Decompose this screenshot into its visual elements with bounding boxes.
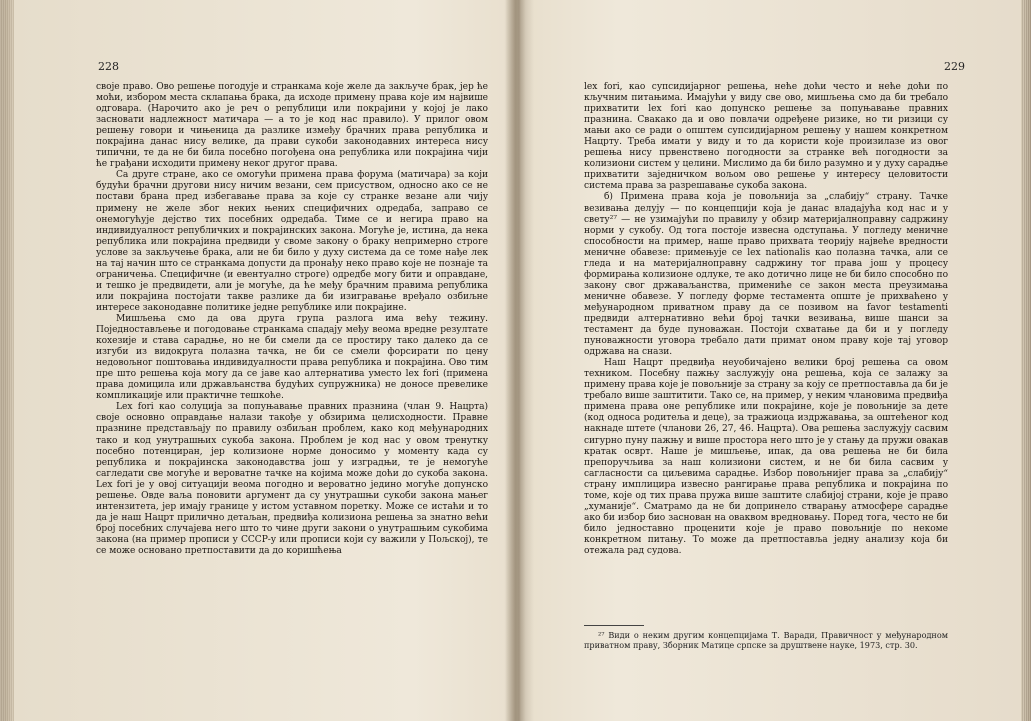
paragraph: Мишљења смо да ова друга група разлога има већу тежину. Поједностављење и погодовање странкама спадају међу веома вредне резултате кохезије и става сарадње, но не би смели да се простиру тако далеко да се изгуби из видокруга полазна тачка, не би се смели форсирати по цену недовољног поштовања индивидуалности права република и покрајина. Ово тим пре што решења која могу да се јаве као алтернатива уместо lex fori (примена права домицила или држављанства будућих супружника) не доносе превелике компликације или практичне тешкоће. xyxy=(96,313,488,402)
paragraph: Са друге стране, ако се омогући примена права форума (матичара) за кoји будући брачни другови нису ничим везани, сем присуством, односно ако се не постави брана пред избегавање права за које су странке везане али чију примену не желе због неких њених специфичних одредаба, заправо се онемогућује дејство тих посебних одредаба. Тиме се и негира право на индивидуалност републичких и покрајинских закона. Могуће је, истина, да нека република или покрајина предвиди у своме закону о браку непримерно строге услове за закључење брака, али не би било у духу система да се томе нађе лек на тај начин што се странкама допусти да пронађу неко право које не познаје та ограничења. Специфичне (и евентуално строге) одредбе могу бити и оправдане, и тешко је предвидети, али је могуће, да ће међу брачним правима република или покрајина постојати такве разлике да би изигравање вређало озбиљне интересе законодавне политике једне републике или покрајине. xyxy=(96,170,488,313)
page-edges-right xyxy=(1021,0,1031,721)
page-number-right: 229 xyxy=(944,60,965,73)
left-page-text xyxy=(96,82,488,557)
footnote: ²⁷ Види о неким другим концепцијама Т. Варади, Правичност у међународном приватном праву, Зборник Матице српске за друштвене науке, 1973, стр. 30. xyxy=(584,630,948,650)
paragraph: lex fori, као супсидијарног решења, неће доћи често и неће доћи по кључним питањима. Имајући у виду све ово, мишљења смо да би требало прихватити lex fori као допунско решење за попуњавање правних празнина. Свакако да и ово повлачи одређене ризике, но ти ризици су мањи ако се ради о општем супсидијарном решењу у нашем конкретном Нацрту. Треба имати у виду и то да користи које произилазе из овог решења нису првенствено погодности за странке већ погодности за колизиони систем у целини. Мислимо да би било разумно и у духу сарадње прихватити заједничком вољом ово решење у интересу целовитости система права за разрешавање сукоба закона. xyxy=(584,82,948,192)
book-gutter xyxy=(504,0,534,721)
paragraph: Наш Нацрт предвиђа неуобичајено велики број решења са овом техником. Посебну пажњу заслужују она решења, која се залажу за примену права које је повољније за страну за коју се претпоставља да би је требало више заштитити. Тако се, на пример, у неким члановима предвиђа примена права оне републике или покрајине, које је повољније за дете (код односа родитеља и деце), за тражиоца издржавања, за оштећеног код накнаде штете (чланови 26, 27, 46. Нацрта). Ова решења заслужују сасвим сигурно пуну пажњу и више простора него што је у стању да пружи овакав кратак осврт. Наше је мишљење, ипак, да ова решења не би била препоручљива за наш колизиони систем, и не би била сасвим у сагласности са циљевима сарадње. Избор повољнијег права за „слабију“ страну имплицира извесно рангирање права република и покрајина по томе, које од тих права пружа више заштите слабијој страни, које је право „хуманије“. Сматрамо да не би допринело стварању атмосфере сарадње ако би избор био заснован на оваквом вредновању. Поред тога, често не би било једноставно проценити које је право повољније по некомe конкретном питању. То може да претпоставља једну анализу која би отежала рад судова. xyxy=(584,358,948,556)
page-edges-left xyxy=(0,0,14,721)
right-page-text xyxy=(584,82,948,557)
footnote-rule xyxy=(584,625,644,626)
paragraph: своје право. Ово решење погодује и странкама које желе да закључе брак, јер ће моћи, избором места склапања брака, да исходе примену права које им највише одговара. (Нарочито ако је реч о републици или покрајини у којој је лако засновати надлежност матичара — а то је код нас правило). У прилог овом решењу говори и чињеница да разлике између брачних права република и покрајина данас нису велике, да прави сукоби законодавних интереса нису типични, те да не би била посебно погођена она република или покрајина чији ће грађани исходити примену неког другог права. xyxy=(96,82,488,170)
paragraph: Lex fori као солуција за попуњавање правних празнина (члан 9. Нацрта) своје основно оправдање налази такође у обзирима целисходности. Правне празнине представљају по правилу озбиљан проблем, како код међународних тако и код унутрашњих сукоба закона. Проблем је код нас у овом тренутку посебно потенциран, јер колизионе норме доносимо у моменту када су република и покрајинска законодавства још у изградњи, те је немогуће сагледати све могуће и вероватне тачке на којима може доћи до сукоба закона. Lex fori је у овој ситуацији веома погодно и вероватно једино могуће допунско решење. Овде ваља поновити аргумент да су унутрашњи сукоби закона мањег интензитета, јер имају границе у истом уставном поретку. Може се истаћи и то да је наш Нацрт прилично детаљан, предвиђа колизиона решења за знатно већи број посебних случајева него што то чине други закони о унутрашњим сукобима закона (на пример прописи у СССР-у или прописи који су важили у Пољској), те се може основано претпоставити да до коришћења xyxy=(96,402,488,556)
paragraph: б) Примена права која је повољнија за „слабију“ страну. Тачке везивања делују — по концепцији која је данас владајућа код нас и у свету²⁷ — не узимајући по правилу у обзир материјалноправну садржину норми у сукобу. Од тога постоје извесна одступања. У погледу меничне способности на пример, наше право прихвата теорију највеће вредности меничне обавезе: примењује се lex nationalis као полазна тачка, али се гледа и на материјалноправну садржину тог права још у процесу формирања колизионе одлуке, те ако дотично лице не би било способно по закону свог државаљанства, примениће се закон места преузимања меничне обавезе. У погледу форме тестамента опште је прихваћено у међународном приватном праву да се позивом на favor testamenti предвиди алтернативно већи број тачки везивања, више шанси за тестамент да буде пуноважан. Постоји схватање да би и у погледу пуноважности уговора требало дати примат оном праву које тај уговор одржава на снази. xyxy=(584,192,948,358)
page-number-left: 228 xyxy=(98,60,119,73)
